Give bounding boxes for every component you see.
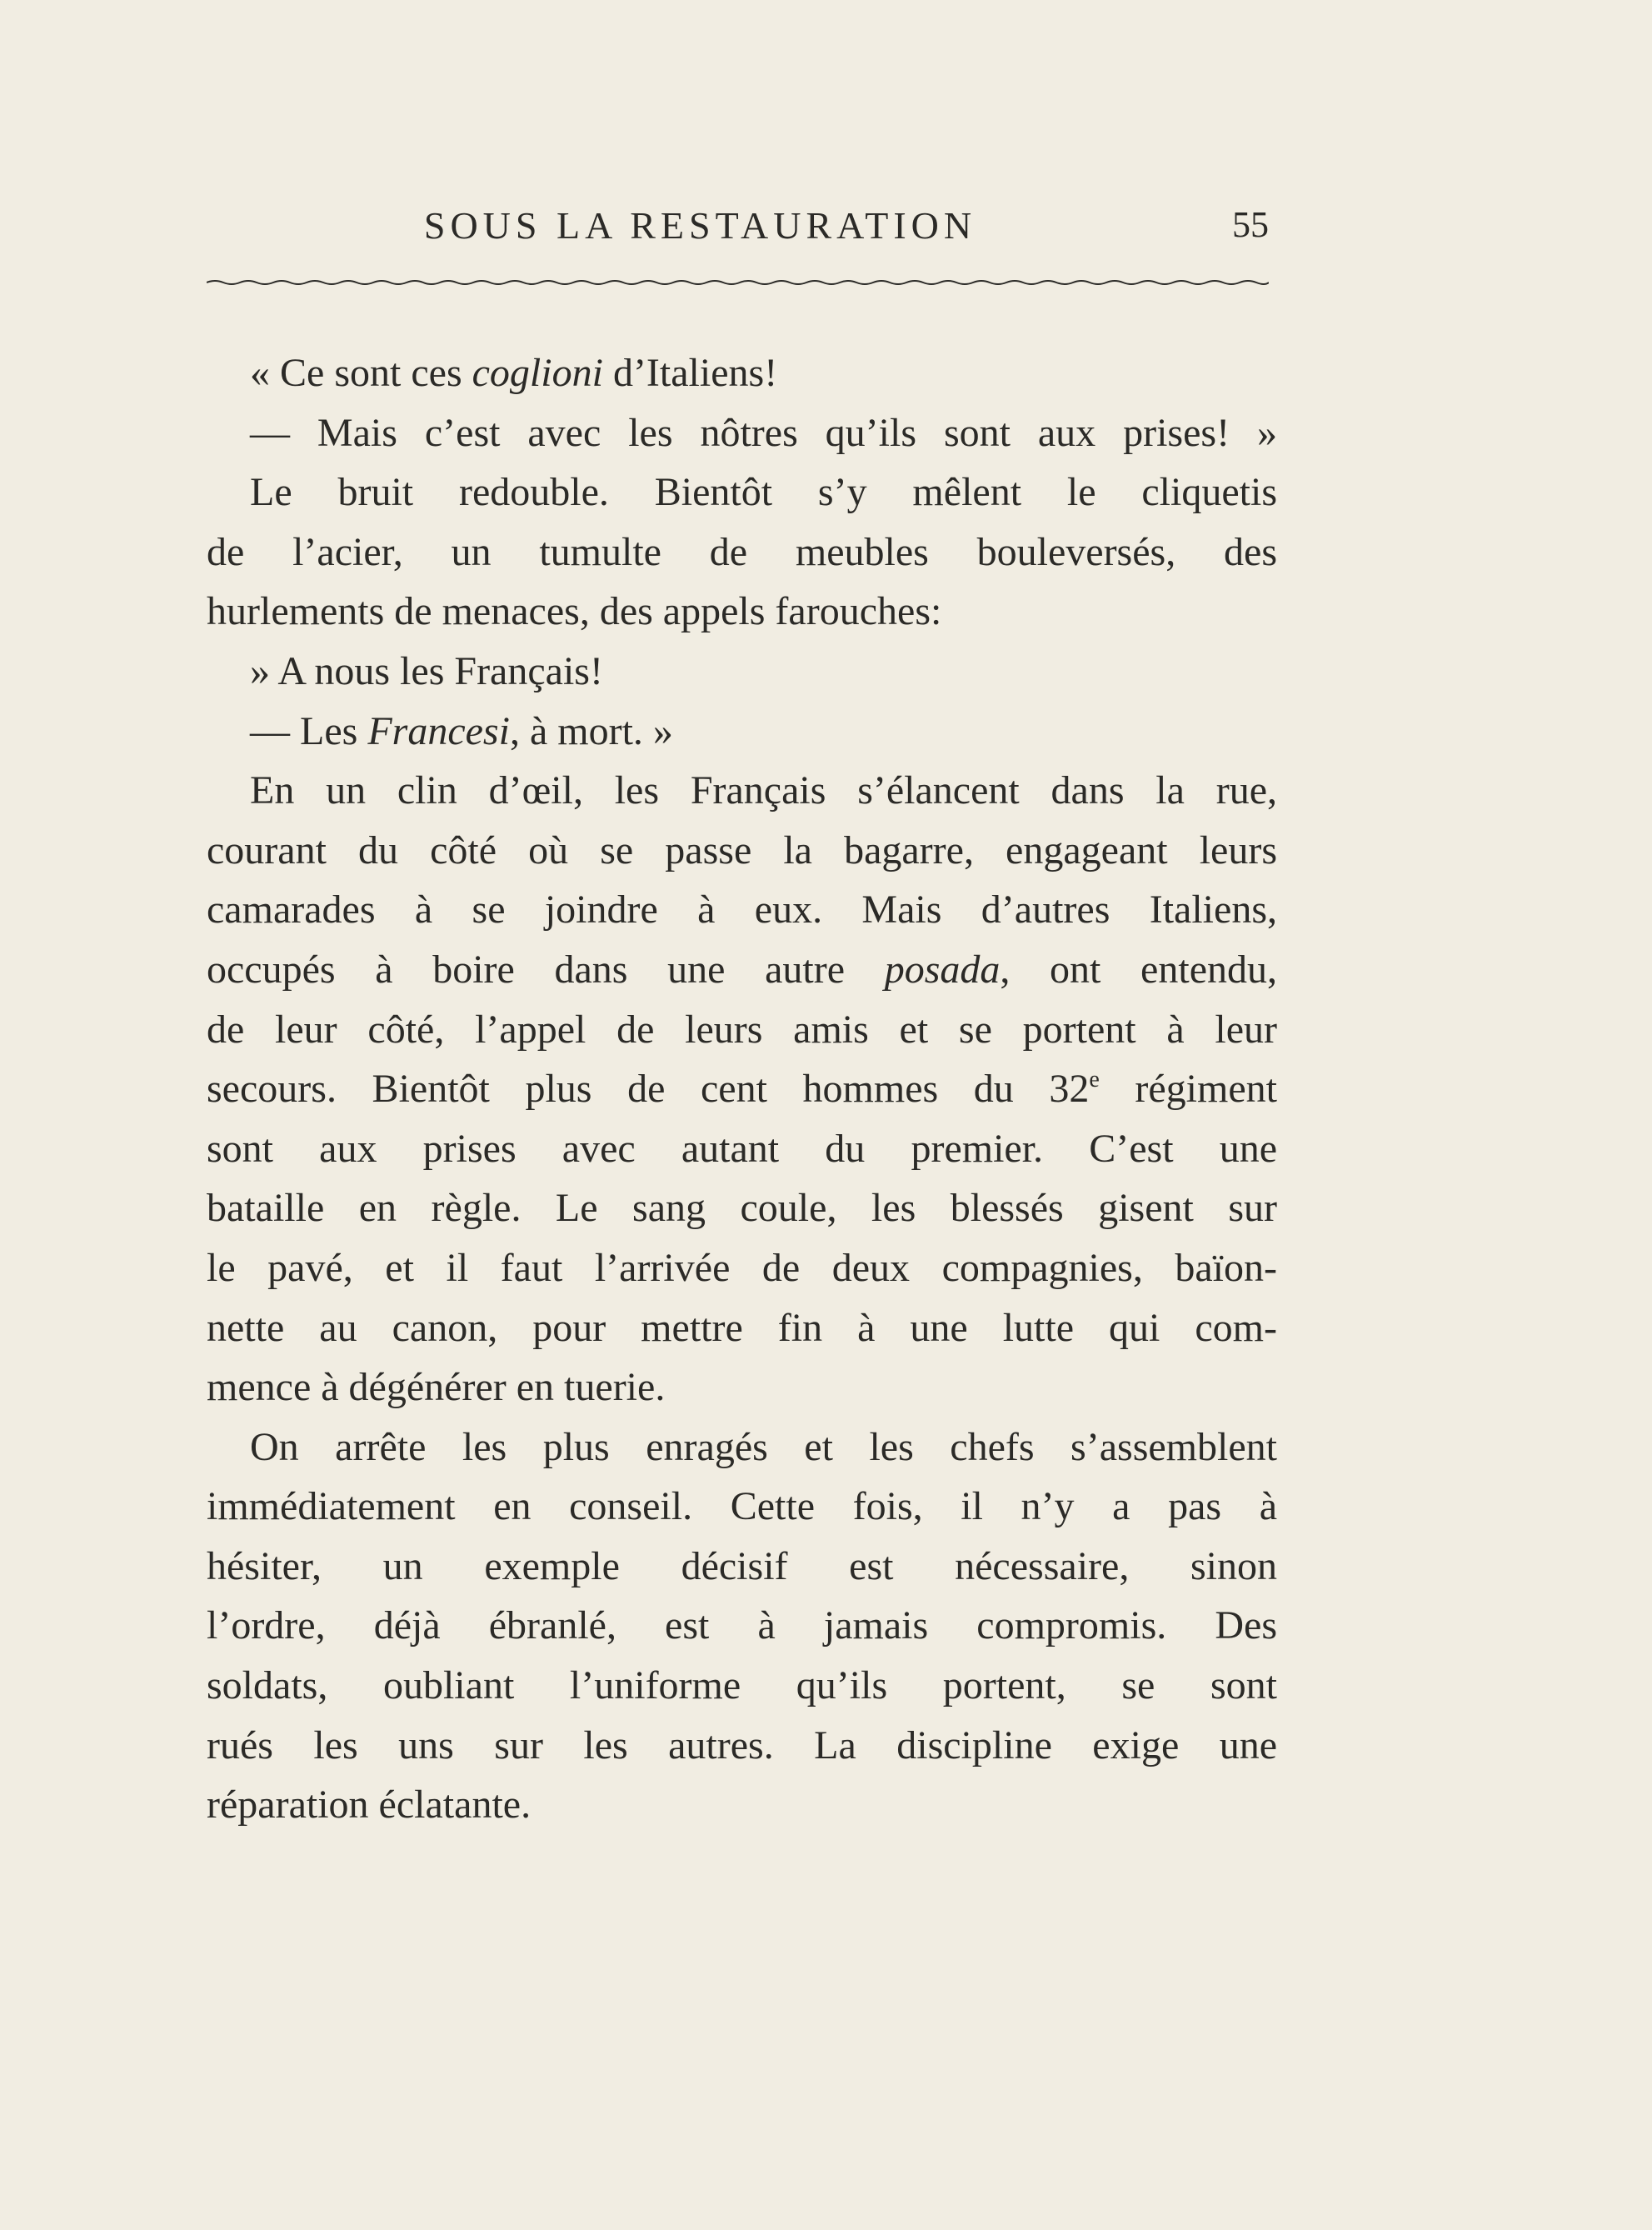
text-line: sont aux prises avec autant du premier. C’est une — [207, 1126, 1277, 1171]
text-line: — Les Francesi, à mort. » — [250, 708, 673, 753]
text-line: Le bruit redouble. Bientôt s’y mêlent le cliquetis — [250, 470, 1277, 515]
text-line: l’ordre, déjà ébranlé, est à jamais compromis. Des — [207, 1603, 1277, 1648]
text-line: immédiatement en conseil. Cette fois, il n’y a pas à — [207, 1484, 1277, 1529]
text-line: rués les uns sur les autres. La discipline exige une — [207, 1722, 1277, 1768]
text-line: secours. Bientôt plus de cent hommes du 32e régiment — [207, 1067, 1277, 1112]
text-line: de l’acier, un tumulte de meubles bouleversés, des — [207, 529, 1277, 574]
text-line: réparation éclatante. — [207, 1782, 532, 1828]
body-text — [207, 343, 1277, 1835]
italic-word: posada — [884, 947, 1001, 992]
text-line: de leur côté, l’appel de leurs amis et se portent à leur — [207, 1007, 1277, 1052]
running-title: SOUS LA RESTAURATION — [423, 204, 977, 247]
text-line: hésiter, un exemple décisif est nécessaire, sinon — [207, 1543, 1277, 1588]
text-line: bataille en règle. Le sang coule, les blessés gisent sur — [207, 1186, 1277, 1231]
text-line: On arrête les plus enragés et les chefs s’assemblent — [250, 1424, 1277, 1469]
italic-word: coglioni — [472, 351, 603, 395]
text-line: » A nous les Français! — [250, 648, 603, 693]
text-line: hurlements de menaces, des appels farouches: — [207, 589, 942, 634]
superscript: e — [1089, 1067, 1100, 1093]
page-number: 55 — [1232, 204, 1269, 245]
italic-word: Francesi — [367, 708, 510, 753]
text-line: courant du côté où se passe la bagarre, engageant leurs — [207, 828, 1277, 872]
text-line: « Ce sont ces coglioni d’Italiens! — [250, 351, 778, 395]
text-line: soldats, oubliant l’uniforme qu’ils portent, se sont — [207, 1663, 1277, 1708]
text-line: mence à dégénérer en tuerie. — [207, 1365, 666, 1410]
header-rule — [207, 277, 1269, 288]
text-line: occupés à boire dans une autre posada, ont entendu, — [207, 947, 1277, 992]
text-line: camarades à se joindre à eux. Mais d’autres Italiens, — [207, 888, 1277, 932]
text-line: — Mais c’est avec les nôtres qu’ils sont aux prises! » — [250, 410, 1277, 455]
text-line: le pavé, et il faut l’arrivée de deux compagnies, baïon- — [207, 1245, 1277, 1290]
text-line: En un clin d’œil, les Français s’élancent dans la rue, — [250, 768, 1277, 813]
page-header — [207, 192, 1269, 258]
text-line: nette au canon, pour mettre fin à une lutte qui com- — [207, 1305, 1277, 1350]
wavy-rule-line — [207, 281, 1269, 284]
